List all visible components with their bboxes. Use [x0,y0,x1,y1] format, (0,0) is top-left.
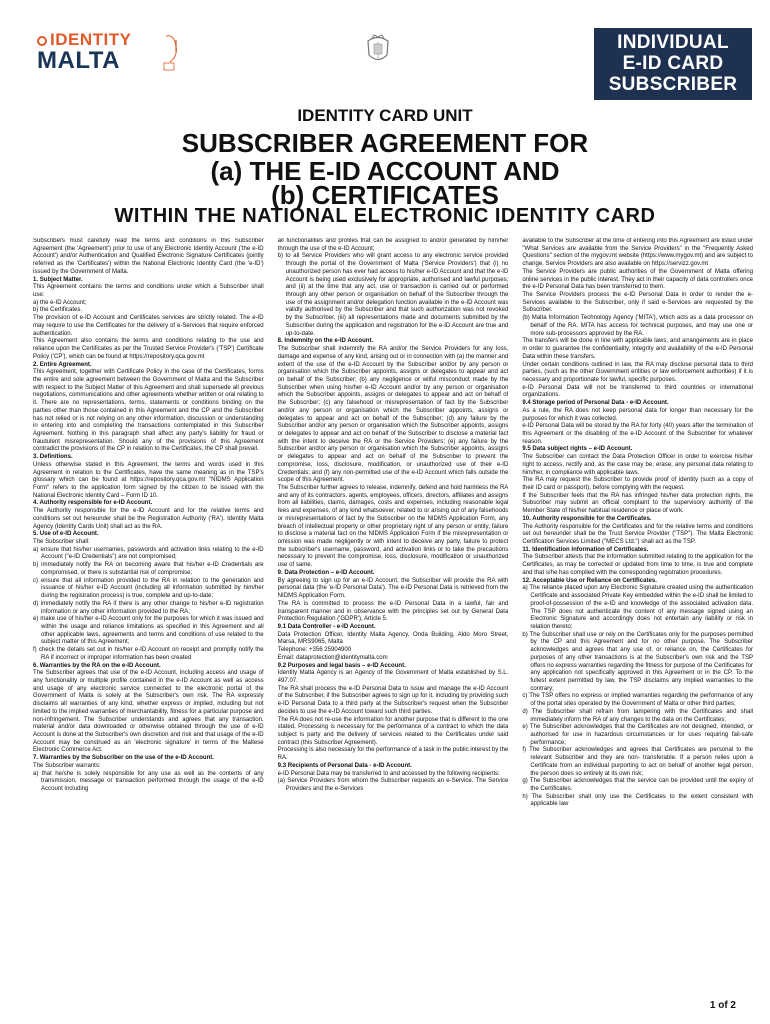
paragraph: 7. Warranties by the Subscriber on the use of the e-ID Account. [33,755,214,762]
paragraph: f) check the details set out in his/her e-ID Account on receipt and promptly notify the RA if incorrect or improper information has been created [33,647,264,661]
column-1 [33,238,264,1008]
paragraph: available to the Subscriber at the time of entering into this Agreement are listed under "What Services are available from the Service Providers" in the "Frequently Asked Questions" section of the mygov.mt website (https://www.mygov.mt) and are subject to change. Service Providers are also available on https://servizz.gov.mt [522,238,754,268]
paragraph: Under certain conditions outlined in law, the RA may disclose personal data to third parties, (such as the other Government entities or law enforcement authorities) if it is necessary and proportionate for lawful, specific purposes. [522,361,754,383]
paragraph: The Subscriber shall: [33,539,90,546]
paragraph: a) ensure that his/her usernames, passwords and activation links relating to the e-ID Account ("e-ID Credentials") are not compromised; [33,546,264,561]
paragraph: e) The Subscriber acknowledges that the Certificates are not designed, intended, or authorised for use in hazardous circumstances or for uses requiring fail-safe performance; [522,724,754,746]
paragraph: The Subscriber can contact the Data Protection Officer in order to exercise his/her right to access, rectify and, as the case may be, erase, any personal data relating to him/her, in compliance with applicable laws. [522,454,754,476]
paragraph: a) The reliance placed upon any Electronic Signature created using the authentication Certificate and associated Private Key embedded within the e-ID shall be limited to proof-of-possession of the e-ID and knowledge of the associated activation data. The TSP does not authenticate the content of any message signed using an Electronic Signature and accordingly does not entertain any liability or risk in relation thereto; [522,585,754,630]
logo-line2: MALTA [37,47,120,74]
paragraph: Unless otherwise stated in this Agreement, the terms and words used in this Agreement in relation to the Certificates, have the same meaning as in the TSP's glossary which can be found at https://repository.qca.gov.mt "NIDMS Application Form" refers to the application form signed by the citizen to be issued with the National Electronic Identity Card – Form ID 10. [33,461,264,499]
logo-line1: IDENTITY [50,30,132,49]
paragraph: 11. Identification Information of Certificates. [522,546,649,553]
paragraph: By agreeing to sign up for an e-ID Account, the Subscriber will provide the RA with personal data (the 'e-ID Personal Data'). The e-ID Personal Data is retrieved from the NIDMS Application Form. [277,577,509,600]
paragraph: The Subscriber warrants: [33,762,101,769]
paragraph: d) The Subscriber shall refrain from tampering with the Certificates and shall immediately inform the RA of any changes to the data on the Certificates; [522,708,754,723]
paragraph: f) The Subscriber acknowledges and agrees that Certificates are personal to the relevant Subscriber and they are non- transferable. If a person relies upon a Certificate from an individual purporting to act on behalf of another legal person, the person does so entirely at its own risk; [522,747,754,777]
column-3 [522,238,753,1008]
paragraph: 10. Authority responsible for the Certificates. [522,515,652,522]
paragraph: e) make use of his/her e-ID Account only for the purposes for which it was issued and within the usage and reliance limitations as specified in this Agreement and all other applicable laws, agreements and terms and conditions of use related to the subject matter of this Agreement; [33,616,264,646]
paragraph: b) The Subscriber shall use or rely on the Certificates only for the purposes permitted by the CP and this Agreement and for no other purpose. The Subscriber acknowledges and agrees that any use of, or reliance on, the Certificates for purposes of any other transactions is at the Subscriber's own risk and the TSP offers no express warranties regarding the fitness for purpose of the Certificates for any application not specifically approved in this Agreement or in the CP. To the fullest extent permitted by law, the TSP disclaims any implied warranties to the contrary; [522,631,754,692]
paragraph: This Agreement, together with Certificate Policy in the case of the Certificates, forms the entire and sole agreement between the Government of Malta and the Subscriber with respect to the Subject Matter of this Agreement and shall supersede all previous negotiations, communications and other agreements whether written or oral relating to it. There are no representations, terms, statements or conditions binding on the parties other than those contained in this Agreement and the CP and the Subscriber has not relied or is not relying on any other information, discussion or understanding in entering into and completing the transactions contemplated in this Subscriber Agreement. Nothing in this paragraph shall affect any party's liability for fraud or fraudulent misrepresentation. Should any of the provisions of this Agreement contradict the provisions of the CP in relation to the Certificates, the CP shall prevail. [33,369,264,453]
paragraph: The RA does not re-use the information for another purpose that is different to the one stated. Processing is necessary for the performance of a contract to which the data subject is party and the delivery of services related to the Certificates under said contract (this Subscriber Agreement). [277,716,509,746]
paragraph: b) to all Service Providers who will grant access to any electronic service provided through the portal of the Government of Malta ('Service Providers') that (i) no unauthorized person has ever had access to his/her e-ID Account and that the e-ID Account is being used exclusively for appropriate, authorised and lawful purposes; and (ii) at the time that any act, use or transaction is carried out or performed through any other person or organisation on behalf of the Subscriber through the use of the assignment and/or delegation function available in the e-ID Account was validly authorised by the Subscriber and that such authorization was not revoked by the Subscriber, (iii) all representations made and documents submitted by the Subscriber during the application and registration for the e-ID Account are true and up-to-date. [277,253,509,337]
paragraph: 9.3 Recipients of Personal Data - e-ID Account. [277,762,412,769]
banner-line3: SUBSCRIBER [608,74,738,95]
paragraph: c) ensure that all information provided to the RA in relation to the generation and issuance of his/her e-ID Account (including all information submitted by him/her during the registration process) is true, complete and up-to-date; [33,577,264,600]
document-type-banner [594,28,752,100]
paragraph: a) that he/she is solely responsible for any use as well as the contents of any transmission, message or transaction performed through the usage of the e-ID Account including [33,770,264,793]
paragraph: If the Subscriber feels that the RA has infringed his/her data protection rights, the Subscriber may submit an official complaint to the supervisory authority of the Member State of his/her habitual residence or place of work. [522,492,754,515]
banner-line2: E-ID CARD [622,53,724,74]
paragraph: The Subscriber attests that the information submitted relating to the application for the Certificates, as may be corrected or updated from time to time, is true and complete and that s/he has complied with the corresponding registration procedures. [522,554,754,576]
paragraph: g) The Subscriber acknowledges that the service can be provided until the expiry of the Certificates. [522,778,754,793]
paragraph: h) The Subscriber shall only use the Certificates to the extent consistent with applicable law [522,793,754,808]
paragraph: This Agreement also contains the terms and conditions relating to the use and reliance upon the Certificates as per the Trusted Service Provider's ('TSP') Certificate Policy ('CP'), which can be found at https://repository.qca.gov.mt [33,338,264,360]
agreement-title-line2: (a) THE E-ID ACCOUNT AND [210,156,560,186]
paragraph: 9. Data Protection – e-ID Account. [277,569,375,576]
paragraph: b) immediately notify the RA on becoming aware that his/her e-ID Credentials are compromised, or there is substantial risk of compromise; [33,562,264,576]
paragraph: The RA may request the Subscriber to provide proof of identity (such as a copy of their ID card or passport), before complying with the request. [522,477,754,491]
agreement-body [33,238,753,1008]
paragraph: The RA shall process the e-ID Personal Data to issue and manage the e-ID Account of the Subscriber, if the Subscriber agrees to sign up for it, including by providing such e-ID Personal Data to a third party at the Subscriber's request when the Subscriber decides to use the e-ID Account toward such third parties. [277,685,509,715]
paragraph: (b) Malta Information Technology Agency ('MITA'), which acts as a data processor on behalf of the RA. MITA has access for technical purposes, and may use one or more sub-processors approved by the RA. [522,315,754,337]
paragraph: This Agreement contains the terms and conditions under which a Subscriber shall use: [33,284,264,299]
paragraph: a) the e-ID Account; [33,299,87,306]
agreement-title-line3: (b) CERTIFICATES [271,180,499,210]
banner-line1: INDIVIDUAL [617,32,729,53]
paragraph: The Service Providers are public authorities of the Government of Malta offering online services in the public interest. They act in their capacity of data controllers once the e-ID Personal Data has been transferred to them. [522,268,754,291]
paragraph: 12. Acceptable Use or Reliance on Certificates. [522,577,657,584]
paragraph: The provision of e-ID Account and Certificates services are strictly related. The e-ID may require to use the Certificates for the delivery of e-Services that require enforced authentication. [33,315,264,337]
unit-heading: IDENTITY CARD UNIT [297,106,473,125]
paragraph: 4. Authority responsible for e-ID Account. [33,500,153,507]
id-card-mark-icon [160,32,188,72]
paragraph: b) the Certificates. [33,307,83,314]
paragraph: 5. Use of e-ID Account. [33,531,99,538]
paragraph: e-ID Personal Data will not be transferred to third countries or international organizations. [522,384,754,399]
paragraph: The Subscriber shall indemnify the RA and/or the Service Providers for any loss, damage and expense of any kind, arising out or in connection with (a) the manner and extent of the use of the e-ID Account by the Subscriber and/or by any person or organisation which the Subscriber appoints, assigns or delegates to appear and act on behalf of the Subscriber; (b) any negligence or wilful misconduct made by the Subscriber when using his/her e-ID Account and/or by any person or organisation which the Subscriber appoints, assigns or delegates to appear and act on behalf of the Subscriber; (c) any falsehood or misrepresentation of fact by the Subscriber and/or any person or organisation which the Subscriber appoints, assigns or delegates to appear and act on behalf of the Subscriber; (d) any failure by the Subscriber and/or any person or organisation which the Subscriber appoints, assigns or delegates to appear and act on behalf of the Subscriber to disclose a material fact with the intent to deceive the RA or the Service Providers; (e) any failure by the Subscriber and/or any person or organisation which the Subscriber appoints, assigns or delegates to appear and act on behalf of the Subscriber to prevent the compromise, loss, disclosure, modification, or unauthorized use of their e-ID Credentials; and (f) any non-permitted use of the e-ID Account which falls outside the scope of this Agreement. [277,346,509,484]
page-number: 1 of 2 [709,1000,736,1011]
paragraph: The Service Providers process the e-ID Personal Data in order to render the e-Services available to the Subscriber, only if said e-Services are requested by the Subscriber. [522,292,754,314]
paragraph: 6. Warranties by the RA on the e-ID Account. [33,662,161,669]
paragraph: The Authority responsible for the e-ID Account and for the relative terms and conditions set out hereunder shall be the Registration Authority ('RA'). Identity Malta Agency (Identity Cards Unit) shall act as the RA. [33,508,264,530]
paragraph: 9.1 Data Controller - e-ID Account. [277,623,376,630]
paragraph: 9.5 Data subject rights – e-ID Account. [522,446,633,453]
paragraph: As a rule, the RA does not keep personal data for longer than necessary for the purposes for which it was collected. [522,407,754,422]
paragraph: Data Protection Officer, Identity Malta Agency, Onda Building, Aldo Moro Street, Marsa, MRS9065, Malta [277,631,509,646]
logo-ring-icon [37,36,47,46]
paragraph: e-ID Personal Data may be transferred to and accessed by the following recipients: [277,770,500,777]
paragraph: Telephone: +356 25904900 [277,647,352,654]
paragraph: 2. Entire Agreement. [33,361,92,368]
paragraph: The RA is committed to process the e-ID Personal Data in a lawful, fair and transparent manner and in observance with the principles set out by General Data Protection Regulation ('GDPR'), Article 5. [277,600,509,623]
identity-malta-logo [37,30,157,72]
paragraph: d) immediately notify the RA if there is any other change to his/her e-ID registration information or any other information provided to the RA; [33,600,264,615]
paragraph: Email: dataprotection@identitymalta.com [277,654,388,661]
paragraph: c) The TSP offers no express or implied warranties regarding the performance of any of the portal sites operated by the Government of Malta or other third parties; [522,693,754,708]
agreement-title-line1: SUBSCRIBER AGREEMENT FOR [181,128,589,158]
paragraph: all functionalities and profiles that can be assigned to and/or generated by him/her through the use of the e-ID Account; [277,238,509,252]
paragraph: 3. Definitions. [33,454,73,461]
paragraph: The transfers will be done in line with applicable laws, and arrangements are in place in order to guarantee the confidentiality, integrity and availability of the e-ID Personal Data within these transfers. [522,338,754,360]
paragraph: The Subscriber further agrees to release, indemnify, defend and hold harmless the RA and any of its contractors, agents, employees, officers, directors, affiliates and assigns from all liabilities, claims, damages, costs and expenses, including reasonable legal fees and expenses, of any kind whatsoever, related to or arising out of any falsehoods or misrepresentations of fact by the Subscriber on the NIDMS Application Form, any breach of intellectual property or other proprietary right of any person or entity, failure to disclose a material fact on the NIDMS Application Form if the misrepresentation or omission was made negligently or with intent to deceive any party, failure to protect the subscriber's username, password, and activation links or to take the precautions necessary to prevent the compromise, loss, disclosure, modification or unauthorized use of same. [277,485,509,569]
paragraph: 1. Subject Matter. [33,276,83,283]
paragraph: Identity Malta Agency is an Agency of the Government of Malta established by S.L. 497.07. [277,670,509,684]
paragraph: Subscribers must carefully read the terms and conditions in this Subscriber Agreement (the 'Agreement') prior to use of any Electronic Identity Account ('the e-ID Account') and/or Authentication and Qualified Electronic Signature Certificates (jointly referred as the 'Certificates') within the National Electronic Identity Card (the 'e-ID') issued by the Government of Malta. [33,238,264,275]
agreement-subtitle: WITHIN THE NATIONAL ELECTRONIC IDENTITY CARD [114,205,656,227]
paragraph: 9.2 Purposes and legal basis – e-ID Account. [277,662,406,669]
paragraph: e-ID Personal Data will be stored by the RA for forty (40) years after the termination of this Agreement or the disabling of the e-ID Account of the Subscriber for whatever reason. [522,423,754,445]
paragraph: (a) Service Providers from whom the Subscriber requests an e-Service. The Service Providers and the e-Services [277,778,509,793]
paragraph: 8. Indemnity on the e-ID Account. [277,338,374,345]
paragraph: 9.4 Storage period of Personal Data - e-ID Account. [522,400,669,407]
malta-coat-of-arms-icon [363,33,393,65]
paragraph: The Subscriber agrees that use of the e-ID Account, including access and usage of any functionality or multiple profile contained in the e-ID Account as well as access and usage of any electronic service connected to the electronic portal of the Government of Malta is solely at the Subscriber's own risk. The RA expressly disclaims all warranties of any kind, whether express or implied, including but not limited to the implied warranties of merchantability, fitness for a particular purpose and non-infringement. The Subscriber understands and agrees that any transaction, material and/or data downloaded or otherwise obtained through the use of e-ID Account is done at the Subscriber's own discretion and risk and that usage of the e-ID Account may be construed as an 'electronic signature' in terms of the Maltese Electronic Commerce Act. [33,670,264,754]
column-2 [278,238,509,1008]
paragraph: The Authority responsible for the Certificates and for the relative terms and conditions set out hereunder shall be the Trust Service Provider ("TSP"). The Malta Electronic Certification Services Limited ("MECS Ltd.") shall act as the TSP. [522,523,754,546]
paragraph: Processing is also necessary for the performance of a task in the public interest by the RA. [277,747,509,762]
